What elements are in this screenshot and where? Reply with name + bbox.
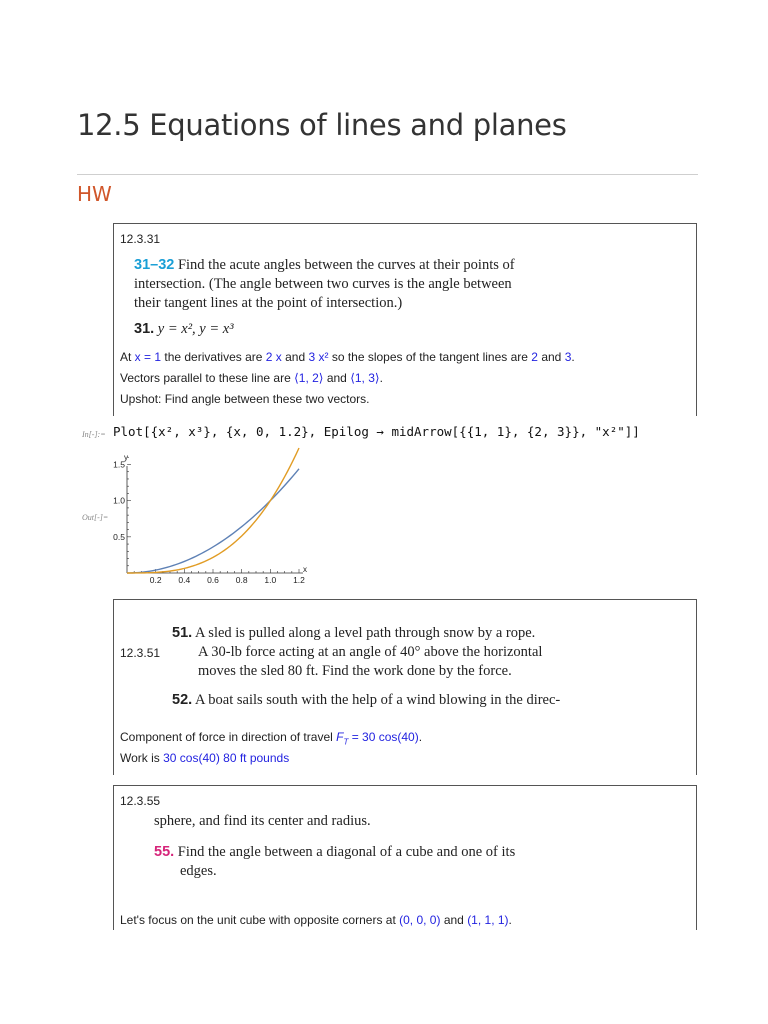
answer-line: Vectors parallel to these line are ⟨1, 2⟩ and ⟨1, 3⟩. <box>120 371 383 385</box>
excerpt-line: A sled is pulled along a level path through snow by a rope. <box>195 625 536 641</box>
answer-line: At x = 1 the derivatives are 2 x and 3 x² so the slopes of the tangent lines are 2 and 3. <box>120 350 575 364</box>
math-value: 3 x² <box>308 350 329 364</box>
cell-12-3-55 <box>113 785 697 930</box>
x-axis-label: x <box>303 565 307 574</box>
textbook-excerpt <box>134 256 515 339</box>
x-tick-label: 0.2 <box>149 575 162 585</box>
x-tick-label: 0.8 <box>235 575 248 585</box>
input-label: In[-]:= <box>82 430 106 439</box>
excerpt-line: edges. <box>180 863 217 879</box>
excerpt-line: A boat sails south with the help of a wind blowing in the direc- <box>195 692 561 708</box>
math-value: 3 <box>564 350 572 364</box>
textbook-excerpt <box>172 624 560 710</box>
page-title: 12.5 Equations of lines and planes <box>77 108 567 142</box>
cell-12-3-51 <box>113 599 697 775</box>
textbook-excerpt <box>154 812 515 881</box>
problem-number: 51. <box>172 625 193 641</box>
problem-number: 52. <box>172 692 193 708</box>
y-tick-label: 1.5 <box>113 459 125 470</box>
math-value: F <box>336 730 344 744</box>
x-tick-label: 0.6 <box>207 575 219 585</box>
math-value: (0, 0, 0) <box>399 913 441 927</box>
math-value: 2 x <box>265 350 282 364</box>
plot-output <box>105 448 305 588</box>
math-value: = 30 cos(40) <box>348 730 419 744</box>
problem-number: 31. <box>134 321 155 337</box>
y-axis-label: y <box>124 453 128 462</box>
cell-label: 12.3.31 <box>120 232 161 246</box>
cell-label: 12.3.55 <box>120 794 161 808</box>
excerpt-line: intersection. (The angle between two curves is the angle between <box>134 276 512 292</box>
y-tick-label: 1.0 <box>113 495 125 506</box>
math-value: 2 <box>531 350 538 364</box>
x-tick-label: 0.4 <box>178 575 191 585</box>
y-tick-label: 0.5 <box>113 531 125 542</box>
excerpt-line: Find the acute angles between the curves at their points of <box>177 257 515 273</box>
math-value: (1, 1, 1) <box>467 913 509 927</box>
answer-line: Component of force in direction of travel $F_T = 30$ cos(40). <box>120 730 423 747</box>
math-value: 30 cos(40) 80 ft pounds <box>163 751 290 765</box>
section-title: HW <box>77 182 112 206</box>
excerpt-line: their tangent lines at the point of intersection.) <box>134 295 403 311</box>
math-value: ⟨1, 3⟩ <box>350 371 380 385</box>
title-divider <box>77 174 698 175</box>
answer-line: Upshot: Find angle between these two vectors. <box>120 392 370 406</box>
input-code[interactable]: Plot[{x², x³}, {x, 0, 1.2}, Epilog → midArrow[{{1, 1}, {2, 3}}, "x²"]] <box>113 424 640 439</box>
answer-line: Let's focus on the unit cube with opposite corners at (0, 0, 0) and (1, 1, 1). <box>120 913 512 927</box>
output-label: Out[-]= <box>82 513 109 522</box>
cell-12-3-31 <box>113 223 697 416</box>
excerpt-line: moves the sled 80 ft. Find the work done by the force. <box>198 663 512 679</box>
x-tick-label: 1.0 <box>264 575 277 585</box>
problem-number: 55. <box>154 844 175 860</box>
series-line-x3 <box>127 448 299 573</box>
answer-line: Work is 30 cos(40) 80 ft pounds <box>120 751 290 765</box>
excerpt-line: sphere, and find its center and radius. <box>154 813 371 829</box>
math-value: x = 1 <box>134 350 162 364</box>
problem-text: y = x², y = x³ <box>157 321 234 337</box>
x-tick-label: 1.2 <box>293 575 305 585</box>
cell-label: 12.3.51 <box>120 646 161 660</box>
excerpt-line: Find the angle between a diagonal of a cube and one of its <box>177 844 516 860</box>
excerpt-line: A 30-lb force acting at an angle of 40° above the horizontal <box>198 644 543 660</box>
math-value: ⟨1, 2⟩ <box>294 371 324 385</box>
problem-range-number: 31–32 <box>134 257 175 273</box>
